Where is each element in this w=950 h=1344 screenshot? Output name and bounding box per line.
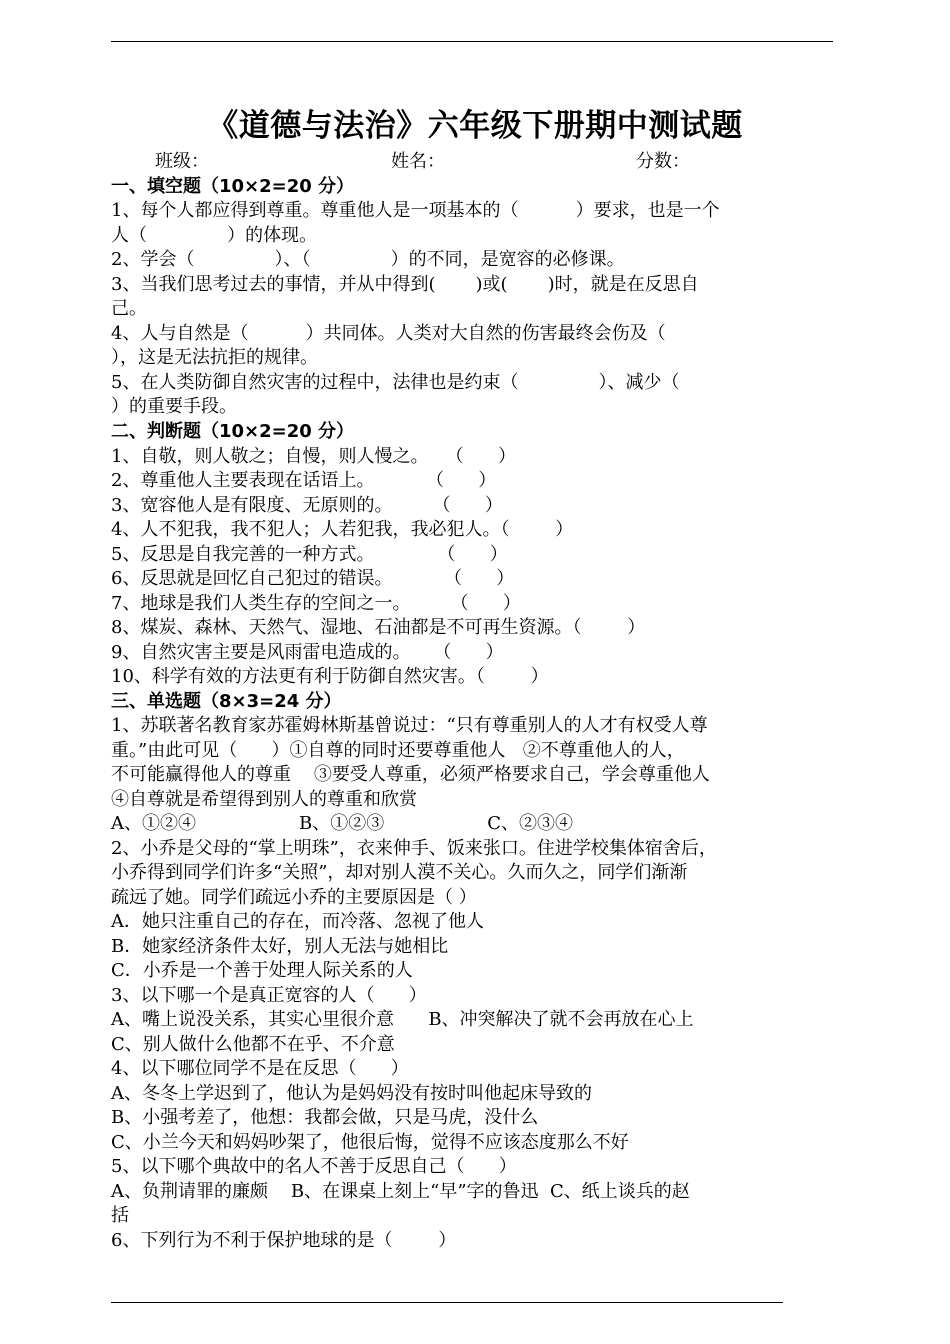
page-title: 《道德与法治》六年级下册期中测试题	[207, 108, 743, 144]
question-line: 3、宽容他人是有限度、无原则的。 （ ）	[111, 495, 503, 516]
question-line: 2、学会（ ）、（ ）的不同，是宽容的必修课。	[111, 249, 625, 270]
question-line: 1、苏联著名教育家苏霍姆林斯基曾说过：“只有尊重别人的人才有权受人尊	[111, 715, 708, 736]
answer-option: C、别人做什么他都不在乎、不介意	[111, 1034, 395, 1055]
question-line: 人（ ）的体现。	[111, 225, 318, 246]
name-label: 姓名：	[391, 151, 445, 172]
question-line: 6、反思就是回忆自己犯过的错误。 （ ）	[111, 568, 515, 589]
answer-option: 括	[111, 1205, 129, 1226]
question-line: 5、以下哪个典故中的名人不善于反思自己（ ）	[111, 1156, 517, 1177]
bottom-rule	[111, 1302, 783, 1303]
question-line: 疏远了她。同学们疏远小乔的主要原因是（ ）	[111, 887, 477, 908]
question-line: 2、尊重他人主要表现在话语上。 （ ）	[111, 470, 497, 491]
question-line: 7、地球是我们人类生存的空间之一。 （ ）	[111, 593, 521, 614]
question-line: 6、下列行为不利于保护地球的是（ ）	[111, 1230, 457, 1251]
question-line: 4、人不犯我，我不犯人；人若犯我，我必犯人。（ ）	[111, 519, 574, 540]
answer-option: A、冬冬上学迟到了，他认为是妈妈没有按时叫他起床导致的	[111, 1083, 592, 1104]
question-line: 不可能赢得他人的尊重 ③要受人尊重，必须严格要求自己，学会尊重他人	[111, 764, 710, 785]
answer-option: C．小乔是一个善于处理人际关系的人	[111, 960, 413, 981]
question-line: 1、自敬，则人敬之；自慢，则人慢之。 （ ）	[111, 446, 516, 467]
answer-option: B、小强考差了，他想：我都会做，只是马虎，没什么	[111, 1107, 539, 1128]
answer-option: A．她只注重自己的存在，而冷落、忽视了他人	[111, 911, 484, 932]
question-line: 3、当我们思考过去的事情，并从中得到( )或( )时，就是在反思自	[111, 274, 699, 295]
section-heading-true-false: 二、判断题（10×2=20 分）	[111, 421, 355, 442]
question-line: 4、人与自然是（ ）共同体。人类对大自然的伤害最终会伤及（	[111, 323, 666, 344]
question-line: 10、科学有效的方法更有利于防御自然灾害。（ ）	[111, 666, 549, 687]
answer-option: B．她家经济条件太好，别人无法与她相比	[111, 936, 449, 957]
question-line: 己。	[111, 298, 147, 319]
section-heading-single-choice: 三、单选题（8×3=24 分）	[111, 691, 342, 712]
question-line: 4、以下哪位同学不是在反思（ ）	[111, 1058, 409, 1079]
score-label: 分数：	[636, 151, 690, 172]
class-label: 班级：	[155, 151, 209, 172]
question-line: ）的重要手段。	[111, 396, 237, 417]
answer-options: A、①②④ B、①②③ C、②③④	[111, 813, 573, 834]
question-line: 重。”由此可见（ ）①自尊的同时还要尊重他人 ②不尊重他人的人，	[111, 740, 685, 761]
top-rule	[111, 41, 833, 42]
question-line: 8、煤炭、森林、天然气、湿地、石油都是不可再生资源。（ ）	[111, 617, 646, 638]
question-line: 3、以下哪一个是真正宽容的人（ ）	[111, 985, 427, 1006]
answer-option: C、小兰今天和妈妈吵架了，他很后悔，觉得不应该态度那么不好	[111, 1132, 629, 1153]
answer-options: A、嘴上说没关系，其实心里很介意 B、冲突解决了就不会再放在心上	[111, 1009, 694, 1030]
question-line: 1、每个人都应得到尊重。尊重他人是一项基本的（ ）要求，也是一个	[111, 200, 720, 221]
question-line: 5、在人类防御自然灾害的过程中，法律也是约束（ ）、减少（	[111, 372, 680, 393]
question-line: 小乔得到同学们许多“关照”，却对别人漠不关心。久而久之，同学们渐渐	[111, 862, 688, 883]
question-line: ④自尊就是希望得到别人的尊重和欣赏	[111, 789, 417, 810]
question-line: 9、自然灾害主要是风雨雷电造成的。 （ ）	[111, 642, 504, 663]
question-line: 2、小乔是父母的“掌上明珠”，衣来伸手、饭来张口。住进学校集体宿舍后，	[111, 838, 717, 859]
question-line: 5、反思是自我完善的一种方式。 （ ）	[111, 544, 508, 565]
question-line: ），这是无法抗拒的规律。	[111, 347, 318, 368]
section-heading-fill-blank: 一、填空题（10×2=20 分）	[111, 176, 355, 197]
answer-options: A、负荆请罪的廉颇 B、在课桌上刻上“早”字的鲁迅 C、纸上谈兵的赵	[111, 1181, 690, 1202]
